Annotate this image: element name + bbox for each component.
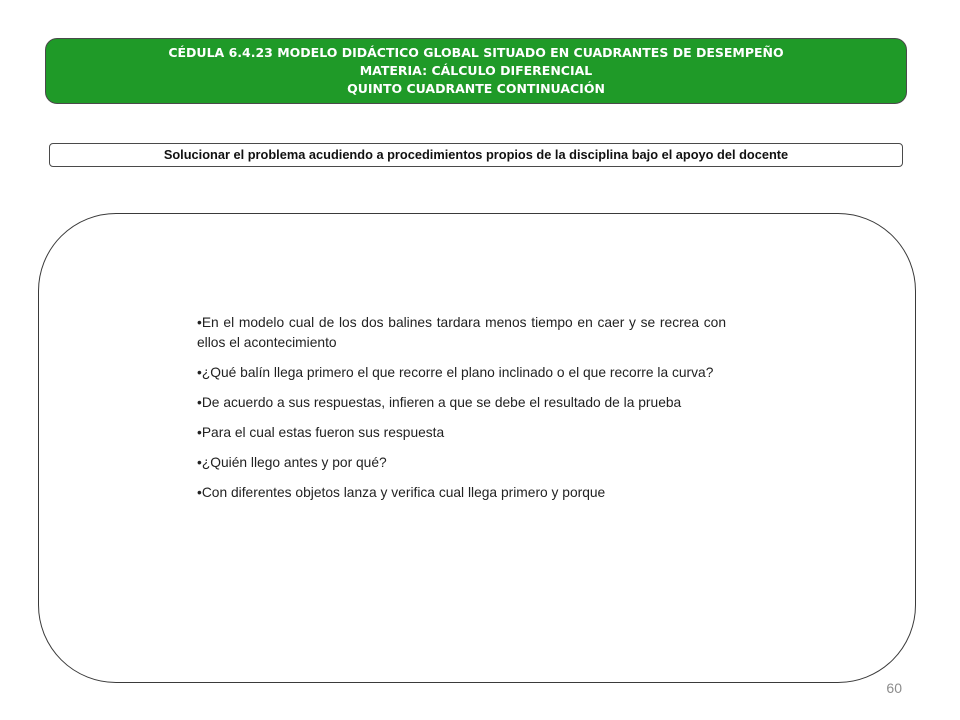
instruction-box: Solucionar el problema acudiendo a procedimientos propios de la disciplina bajo el apoyo del docente — [49, 143, 903, 167]
page-number: 60 — [886, 680, 902, 696]
list-item: • ¿Quién llego antes y por qué? — [197, 453, 726, 473]
header-subject: MATERIA: CÁLCULO DIFERENCIAL — [359, 63, 593, 78]
list-item: • De acuerdo a sus respuestas, infieren a que se debe el resultado de la prueba — [197, 393, 726, 413]
header-banner — [45, 38, 907, 104]
list-item: • Para el cual estas fueron sus respuesta — [197, 423, 726, 443]
bullet-list — [197, 313, 726, 513]
list-item: • En el modelo cual de los dos balines tardara menos tiempo en caer y se recrea con ellos el acontecimiento — [197, 313, 726, 353]
list-item: • ¿Qué balín llega primero el que recorre el plano inclinado o el que recorre la curva? — [197, 363, 726, 383]
header-title: CÉDULA 6.4.23 MODELO DIDÁCTICO GLOBAL SITUADO EN CUADRANTES DE DESEMPEÑO — [168, 45, 784, 60]
list-item: • Con diferentes objetos lanza y verifica cual llega primero y porque — [197, 483, 726, 503]
header-quadrant: QUINTO CUADRANTE CONTINUACIÓN — [347, 81, 605, 96]
